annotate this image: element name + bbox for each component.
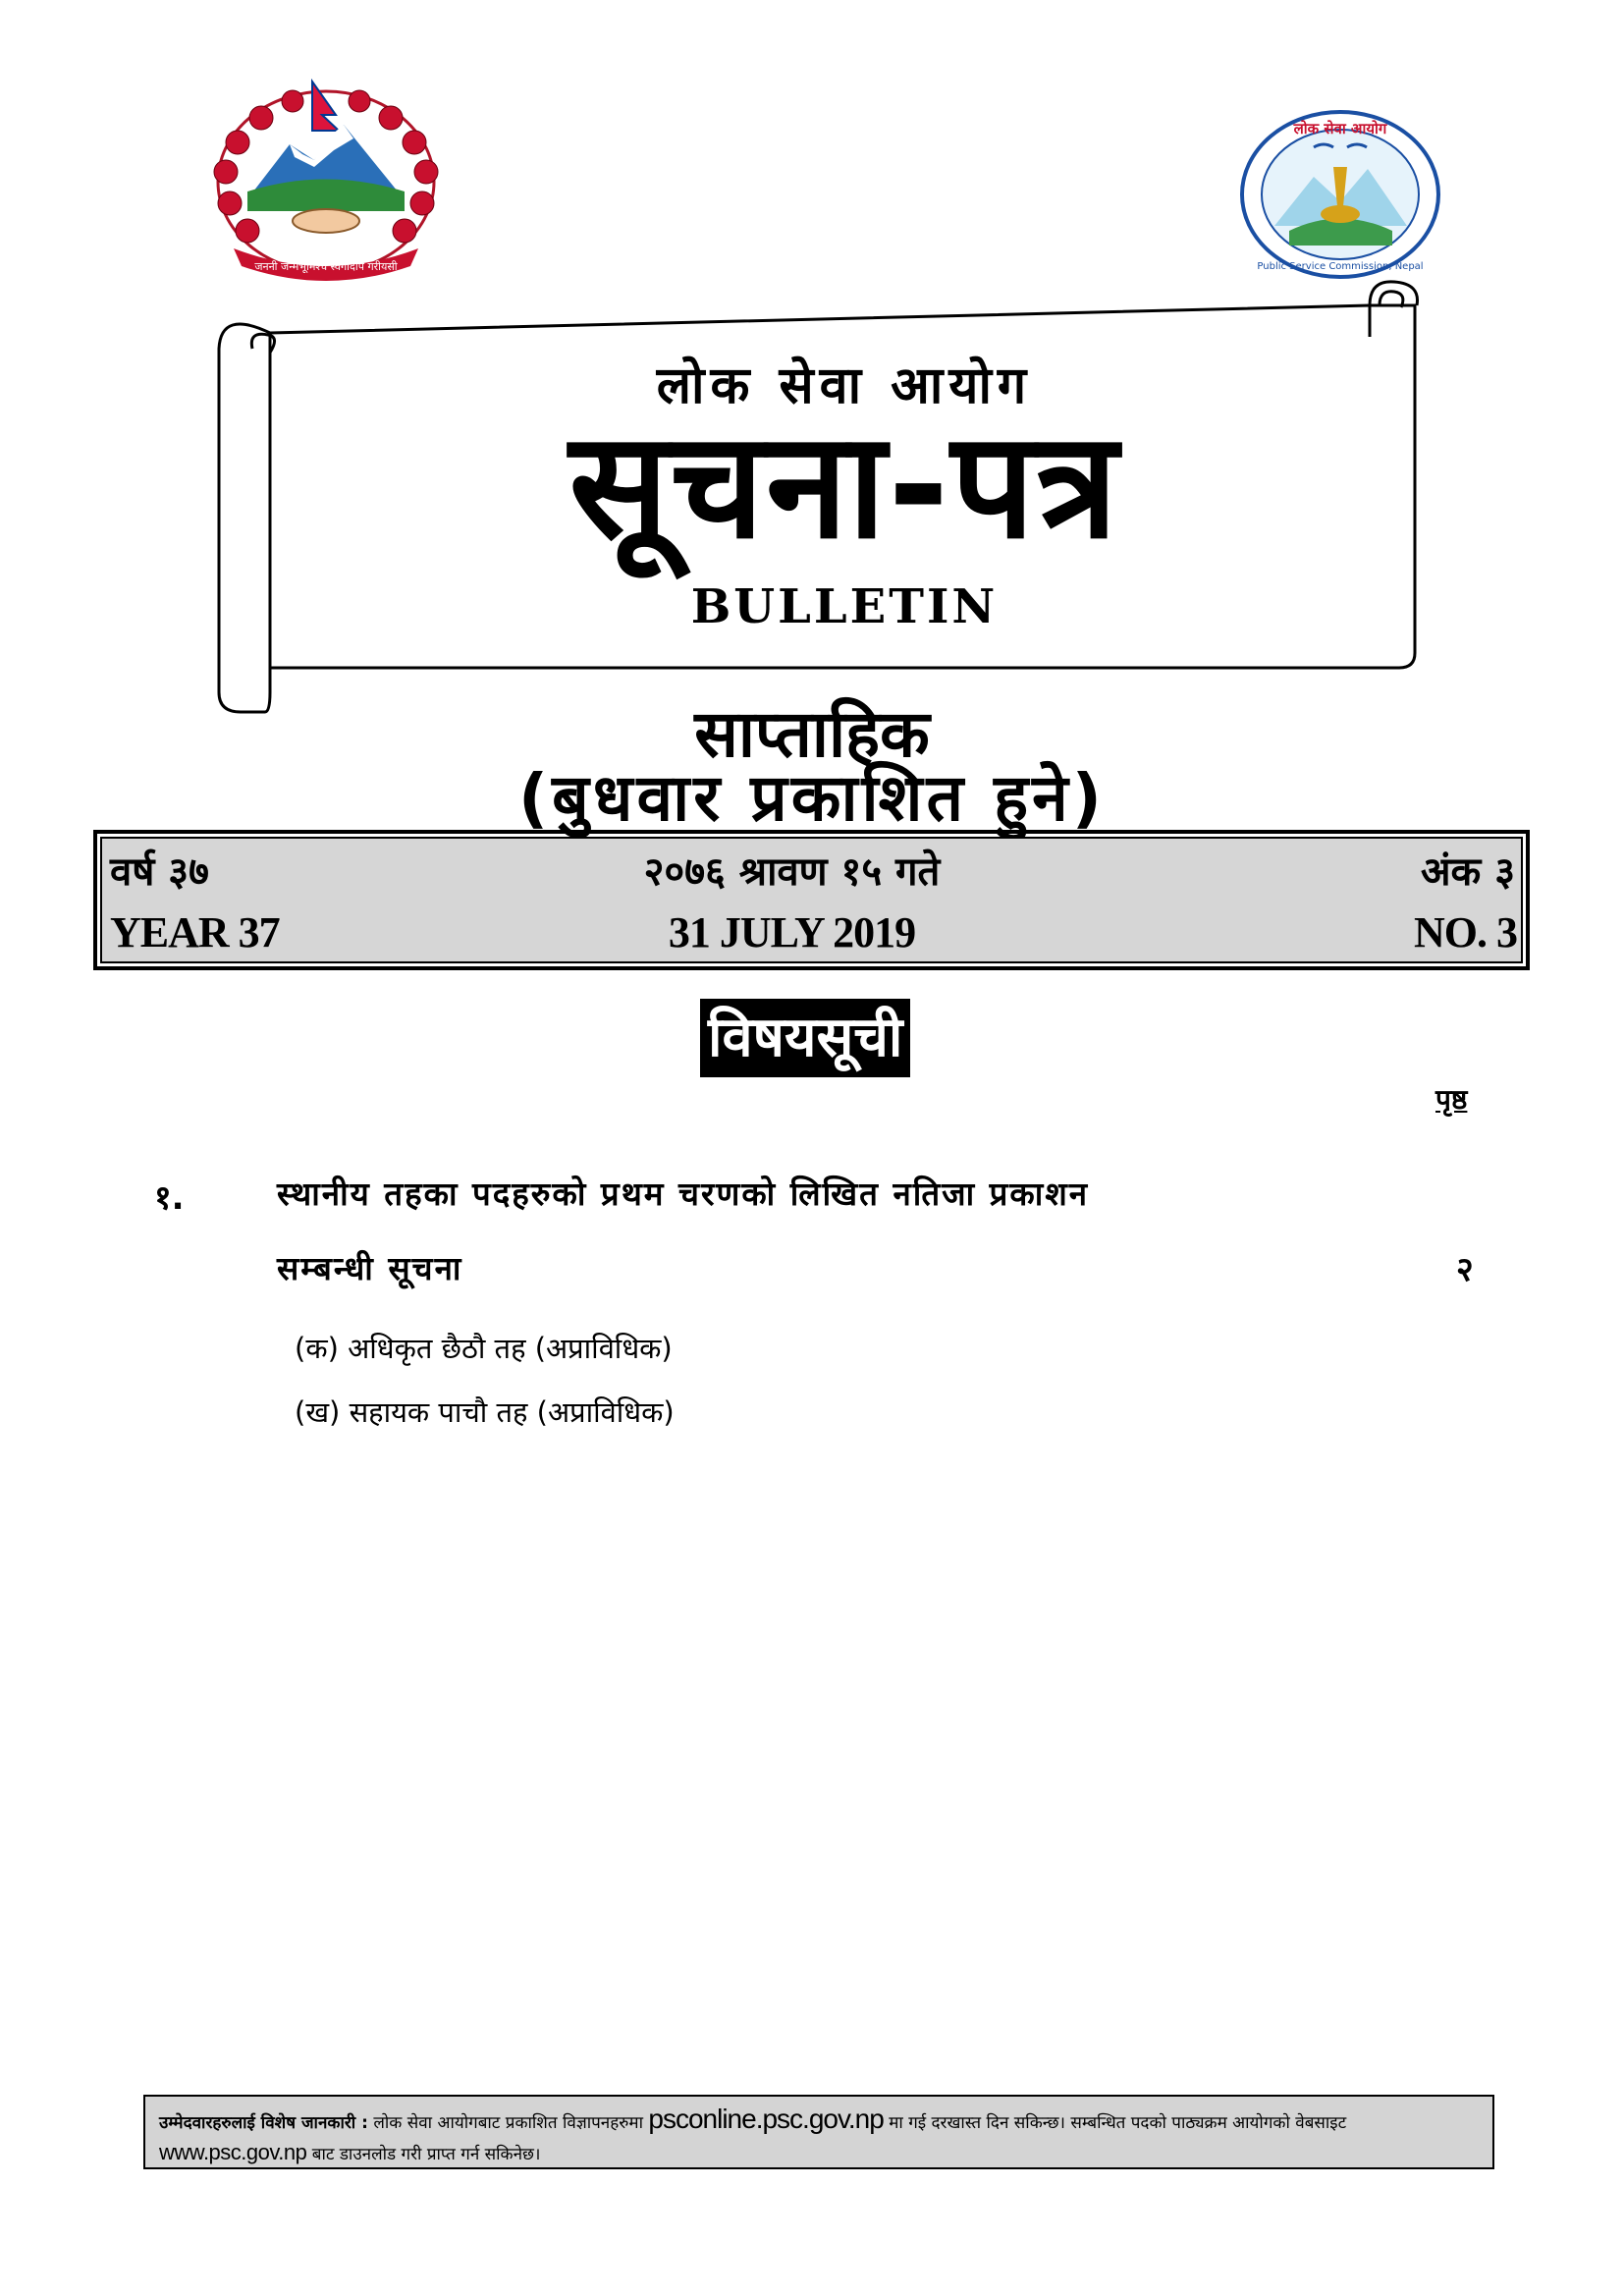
website-url-link[interactable]: www.psc.gov.np (159, 2140, 307, 2164)
notice-text: लोक सेवा आयोगबाट प्रकाशित विज्ञापनहरुमा (373, 2113, 643, 2133)
issue-number-english: NO. 3 (1414, 908, 1517, 957)
year-english: YEAR 37 (110, 908, 280, 957)
publish-day-label: (बुधवार प्रकाशित हुने) (518, 760, 1106, 836)
issue-info-box (93, 830, 1530, 970)
psc-logo-icon (1235, 108, 1446, 280)
notice-text: मा गई दरखास्त दिन सकिन्छ। सम्बन्धित पदको पाठ्यक्रम आयोगको वेबसाइट (889, 2113, 1347, 2133)
toc-item-page: २ (1456, 1250, 1474, 1289)
nepal-emblem-icon (196, 74, 457, 285)
toc-item-title-line2: सम्बन्धी सूचना (277, 1249, 463, 1287)
org-name: लोक सेवा आयोग (656, 356, 1033, 415)
notice-text: बाट डाउनलोड गरी प्राप्त गर्न सकिनेछ। (311, 2145, 541, 2164)
issue-number-nepali: अंक ३ (1420, 849, 1515, 895)
bulletin-title-english: BULLETIN (690, 579, 999, 634)
toc-item-title-line1: स्थानीय तहका पदहरुको प्रथम चरणको लिखित नतिजा प्रकाशन (277, 1175, 1090, 1213)
date-nepali: २०७६ श्रावण १५ गते (643, 849, 941, 895)
toc-item-number: १. (154, 1178, 185, 1218)
psc-logo-ring-text: Public Service Commission, Nepal (1257, 261, 1424, 272)
toc-heading: विषयसूची (700, 999, 910, 1077)
bulletin-title: सूचना-पत्र (568, 401, 1120, 572)
toc-sub-item: (क) अधिकृत छैठौ तह (अप्राविधिक) (295, 1332, 673, 1365)
date-english: 31 JULY 2019 (668, 908, 916, 957)
svg-text:जननी जन्मभूमिश्च स्वर्गादपि गर: जननी जन्मभूमिश्च स्वर्गादपि गरीयसी (254, 260, 398, 273)
page-column-label: पृष्ठ (1435, 1083, 1468, 1116)
toc-sub-item: (ख) सहायक पाचौ तह (अप्राविधिक) (295, 1395, 675, 1429)
year-nepali: वर्ष ३७ (110, 849, 209, 895)
candidate-notice-box (143, 2095, 1494, 2169)
frequency-label: साप्ताहिक (694, 696, 930, 772)
psc-logo-title: लोक सेवा आयोग (1293, 120, 1387, 137)
apply-url-link[interactable]: psconline.psc.gov.np (648, 2104, 884, 2134)
notice-label: उम्मेदवारहरुलाई विशेष जानकारी : (159, 2113, 368, 2133)
